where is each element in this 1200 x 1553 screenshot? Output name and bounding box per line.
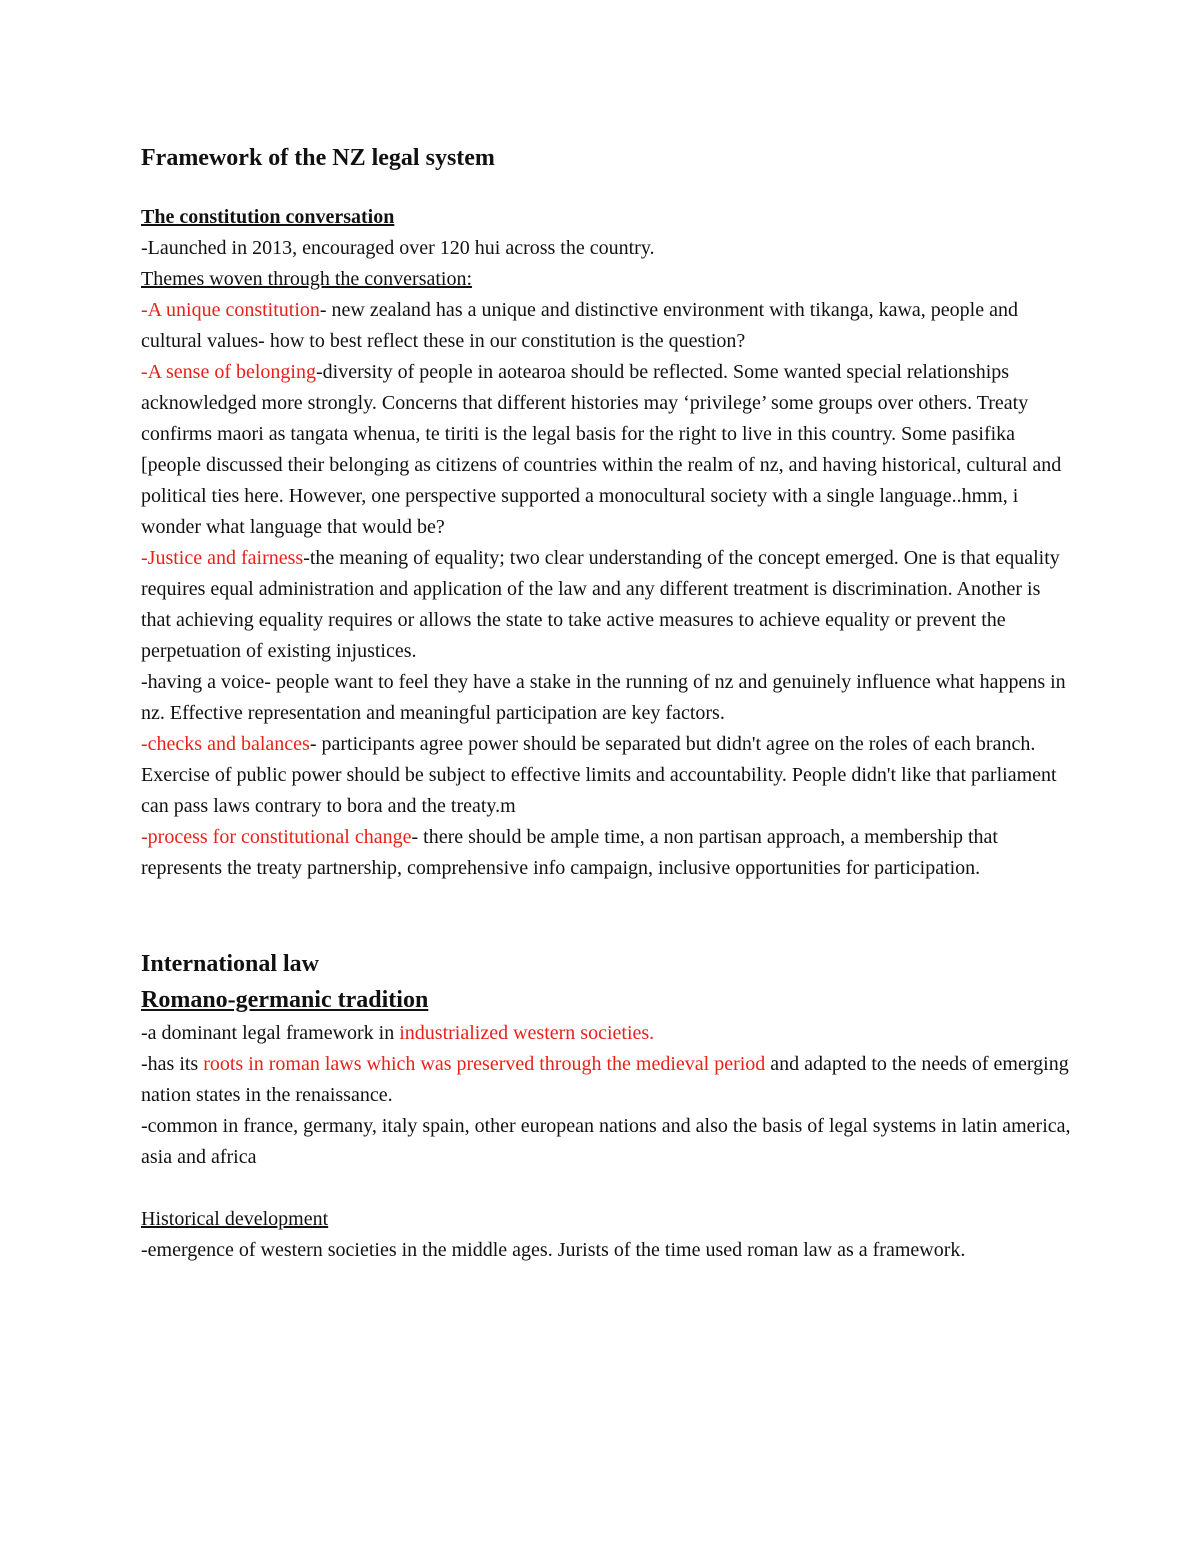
theme-prefix: -: [141, 361, 148, 383]
theme-text: - new zealand has a unique and distinctive environment with tikanga, kawa, people and cultural values- how to best reflect these in our constitution is the question?: [141, 299, 1018, 352]
subheading-romano-germanic: Romano-germanic tradition: [141, 987, 429, 1013]
theme-text: -diversity of people in aotearoa should be reflected. Some wanted special relationships acknowledged more strongly. Concerns that different histories may ‘privilege’ some groups over others. Treaty confirms maori as tangata whenua, te tiriti is the legal basis for the right to live in this country. Some pasifika [people discussed their belonging as citizens of countries within the realm of nz, and having historical, cultural and political ties here. However, one perspective supported a monocultural society with a single language..hmm, i wonder what language that would be?: [141, 361, 1062, 538]
theme-item-justice-fairness: [141, 543, 1071, 667]
document-title: Framework of the NZ legal system: [141, 145, 495, 171]
historical-development-heading: Historical development: [141, 1208, 329, 1230]
romano-line-roots: [141, 1049, 1071, 1111]
theme-prefix: -: [141, 826, 148, 848]
theme-prefix: -: [141, 733, 148, 755]
theme-term: checks and balances: [147, 733, 310, 755]
theme-term: process for constitutional change: [147, 826, 412, 848]
theme-text: - there should be ample time, a non partisan approach, a membership that represents the treaty partnership, comprehensive info campaign, inclusive opportunities for participation.: [141, 826, 998, 879]
document-content: [141, 140, 1071, 1266]
section-heading-international-law: International law: [141, 951, 320, 977]
paragraph-spacer: [141, 1173, 1071, 1204]
theme-item-constitutional-change: [141, 822, 1071, 884]
theme-prefix: -: [141, 299, 148, 321]
theme-term: Justice and fairness: [147, 547, 304, 569]
line-highlight: industrialized western societies.: [399, 1022, 655, 1044]
theme-text: - participants agree power should be separated but didn't agree on the roles of each branch. Exercise of public power should be subject to effective limits and accountability. People didn't like that parliament can pass laws contrary to bora and the treaty.m: [141, 733, 1057, 817]
line-text: and adapted to the needs of emerging nation states in the renaissance.: [141, 1053, 1069, 1106]
theme-text: -the meaning of equality; two clear understanding of the concept emerged. One is that equality requires equal administration and application of the law and any different treatment is discrimination. Another is that achieving equality requires or allows the state to take active measures to achieve equality or prevent the perpetuation of existing injustices.: [141, 547, 1060, 662]
theme-term: A sense of belonging: [147, 361, 316, 383]
theme-item-unique-constitution: [141, 295, 1071, 357]
line-text: -has its: [141, 1053, 204, 1075]
themes-label: Themes woven through the conversation:: [141, 268, 473, 290]
historical-development-text: -emergence of western societies in the middle ages. Jurists of the time used roman law as a framework.: [141, 1239, 966, 1261]
theme-prefix: -: [141, 547, 148, 569]
theme-item-sense-of-belonging: [141, 357, 1071, 543]
romano-line-common: -common in france, germany, italy spain, other european nations and also the basis of legal systems in latin america, asia and africa: [141, 1115, 1071, 1168]
theme-text: -having a voice- people want to feel they have a stake in the running of nz and genuinely influence what happens in nz. Effective representation and meaningful participation are key factors.: [141, 671, 1066, 724]
section-spacer: [141, 884, 1071, 946]
intro-paragraph: -Launched in 2013, encouraged over 120 hui across the country.: [141, 237, 655, 259]
theme-item-having-a-voice: [141, 667, 1071, 729]
romano-line-dominant-framework: [141, 1018, 1071, 1049]
line-highlight: roots in roman laws which was preserved through the medieval period: [203, 1053, 766, 1075]
section-heading-constitution: The constitution conversation: [141, 206, 395, 228]
theme-term: A unique constitution: [147, 299, 320, 321]
theme-item-checks-balances: [141, 729, 1071, 822]
line-text: -a dominant legal framework in: [141, 1022, 400, 1044]
